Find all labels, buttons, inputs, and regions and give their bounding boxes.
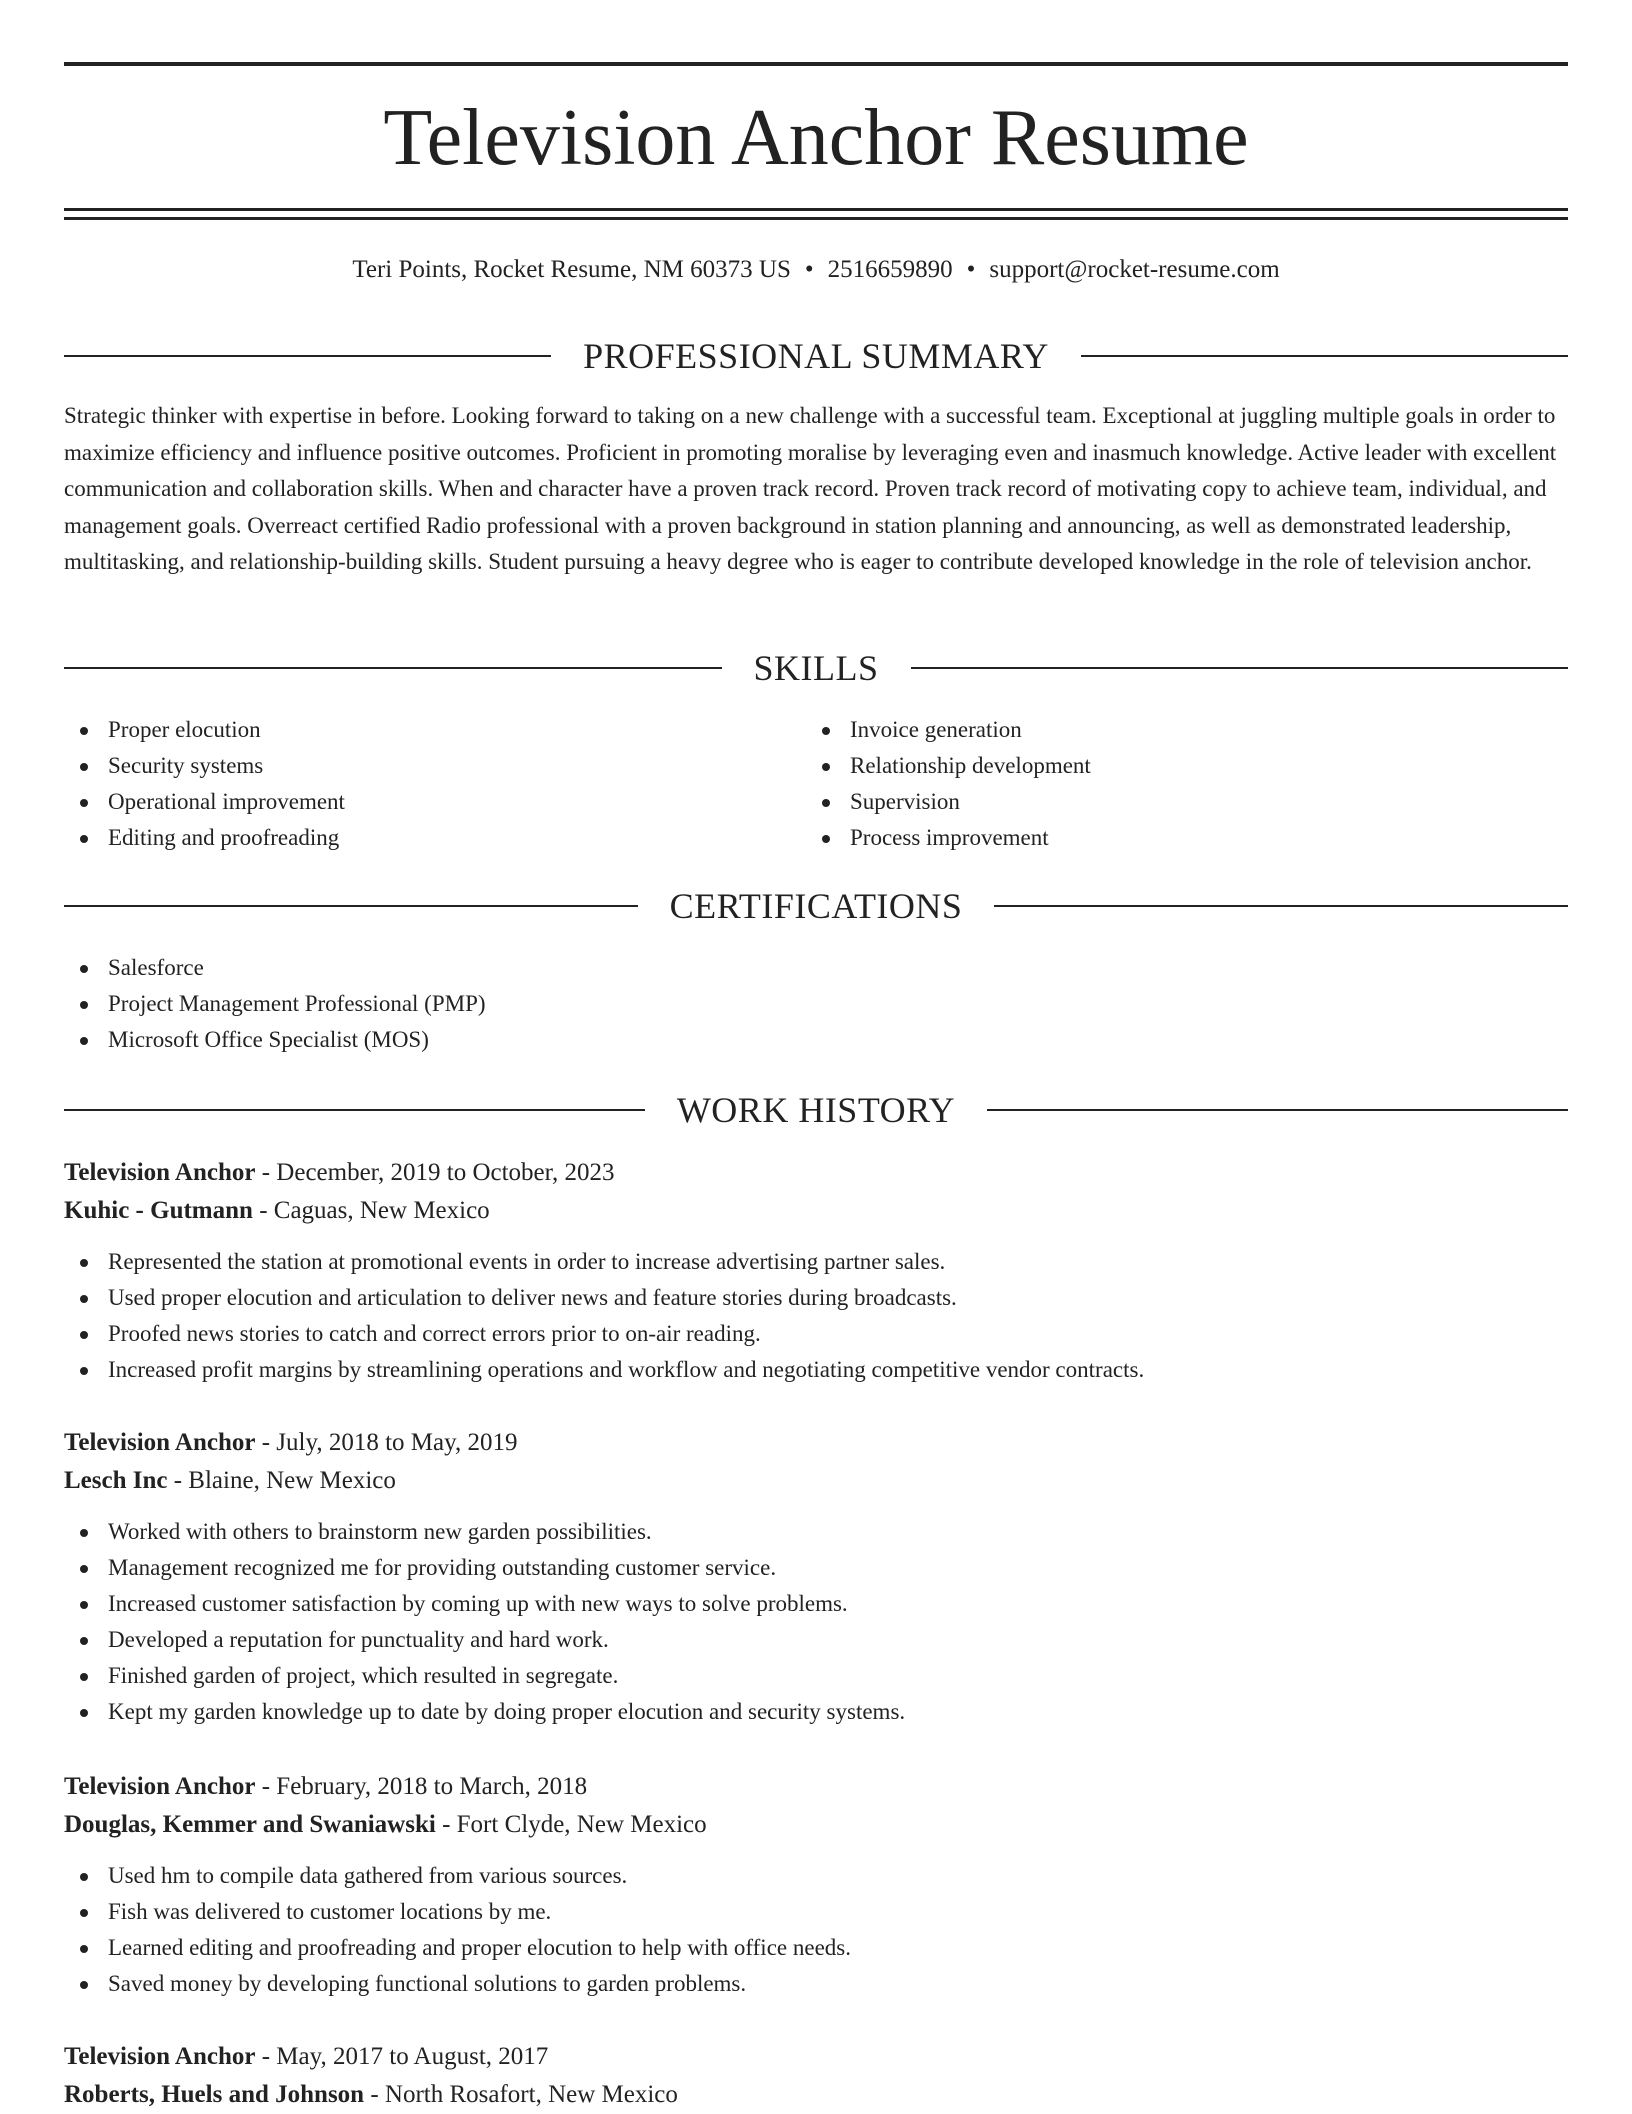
skill-item: Invoice generation [806,712,1091,748]
job-duty: Worked with others to brainstorm new garden possibilities. [64,1514,1568,1550]
job-company: Douglas, Kemmer and Swaniawski [64,1811,436,1838]
heading-rule [911,667,1569,669]
skills-column-left [64,712,345,856]
job-title-line [64,1768,1568,1806]
job-entry [64,1154,1568,1388]
contact-separator: • [966,256,976,283]
job-dates: - December, 2019 to October, 2023 [255,1159,615,1186]
job-company-line [64,1806,1568,1844]
contact-phone: 2516659890 [827,256,953,283]
job-duty: Proofed news stories to catch and correct errors prior to on-air reading. [64,1316,1568,1352]
section-title: SKILLS [753,648,879,688]
top-rule [64,62,1568,66]
heading-rule [987,1109,1568,1111]
page-title: Television Anchor Resume [383,94,1249,182]
contact-line [64,252,1568,288]
job-title-line [64,1424,1568,1462]
skills-list [64,712,345,856]
job-company-line [64,1462,1568,1500]
job-company-line [64,2076,1568,2114]
section-heading-certifications [64,884,1568,928]
job-location: - North Rosafort, New Mexico [364,2081,678,2108]
job-duty: Used hm to compile data gathered from various sources. [64,1858,1568,1894]
job-duty: Increased profit margins by streamlining operations and workflow and negotiating competitive vendor contracts. [64,1352,1568,1388]
job-company-line [64,1192,1568,1230]
skill-item: Proper elocution [64,712,345,748]
section-title: WORK HISTORY [676,1090,956,1130]
job-dates: - May, 2017 to August, 2017 [255,2043,549,2070]
job-duty: Learned editing and proofreading and proper elocution to help with office needs. [64,1930,1568,1966]
job-company: Lesch Inc [64,1467,168,1494]
job-duty: Developed a reputation for punctuality and hard work. [64,1622,1568,1658]
job-location: - Caguas, New Mexico [252,1197,490,1224]
title-double-rule [64,208,1568,220]
certification-item: Microsoft Office Specialist (MOS) [64,1022,486,1058]
skill-item: Editing and proofreading [64,820,345,856]
job-duty: Management recognized me for providing outstanding customer service. [64,1550,1568,1586]
skill-item: Supervision [806,784,1091,820]
job-entry [64,1768,1568,2002]
job-location: - Fort Clyde, New Mexico [435,1811,707,1838]
certifications-block [64,950,486,1058]
heading-rule [64,355,551,357]
job-duty: Kept my garden knowledge up to date by doing proper elocution and security systems. [64,1694,1568,1730]
job-title: Television Anchor [64,1773,256,1800]
job-entry [64,1424,1568,1730]
certification-item: Salesforce [64,950,486,986]
job-company: Kuhic - Gutmann [64,1197,253,1224]
skill-item: Process improvement [806,820,1091,856]
contact-email: support@rocket-resume.com [989,256,1280,283]
job-entry [64,2038,1568,2114]
job-duty: Finished garden of project, which resulted in segregate. [64,1658,1568,1694]
section-title: CERTIFICATIONS [669,886,963,926]
skill-item: Operational improvement [64,784,345,820]
skill-item: Relationship development [806,748,1091,784]
job-dates: - July, 2018 to May, 2019 [255,1429,518,1456]
job-duties-list [64,1858,1568,2002]
heading-rule [994,905,1568,907]
contact-address: Teri Points, Rocket Resume, NM 60373 US [352,256,791,283]
heading-rule [64,1109,645,1111]
job-duty: Used proper elocution and articulation to deliver news and feature stories during broadcasts. [64,1280,1568,1316]
job-title: Television Anchor [64,1159,256,1186]
job-title-line [64,2038,1568,2076]
skill-item: Security systems [64,748,345,784]
heading-rule [1081,355,1568,357]
section-heading-work-history [64,1088,1568,1132]
section-title: PROFESSIONAL SUMMARY [583,336,1049,376]
certification-item: Project Management Professional (PMP) [64,986,486,1022]
skills-list [806,712,1091,856]
job-title-line [64,1154,1568,1192]
job-duty: Increased customer satisfaction by coming up with new ways to solve problems. [64,1586,1568,1622]
job-duty: Represented the station at promotional events in order to increase advertising partner sales. [64,1244,1568,1280]
heading-rule [64,667,722,669]
job-location: - Blaine, New Mexico [167,1467,396,1494]
skills-column-right [806,712,1091,856]
job-company: Roberts, Huels and Johnson [64,2081,365,2108]
job-duties-list [64,1244,1568,1388]
summary-text: Strategic thinker with expertise in before. Looking forward to taking on a new challenge with a successful team. Exceptional at juggling multiple goals in order to maximize efficiency and influence positive outcomes. Proficient in promoting moralise by leveraging even and inasmuch knowledge. Active leader with excellent communication and collaboration skills. When and character have a proven track record. Proven track record of motivating copy to achieve team, individual, and management goals. Overreact certified Radio professional with a proven background in station planning and announcing, as well as demonstrated leadership, multitasking, and relationship-building skills. Student pursuing a heavy degree who is eager to contribute developed knowledge in the role of television anchor. [64,403,1557,574]
section-heading-skills [64,646,1568,690]
heading-rule [64,905,638,907]
job-title: Television Anchor [64,1429,256,1456]
job-duties-list [64,1514,1568,1730]
certifications-list [64,950,486,1058]
job-dates: - February, 2018 to March, 2018 [255,1773,588,1800]
section-heading-summary [64,334,1568,378]
job-duty: Saved money by developing functional solutions to garden problems. [64,1966,1568,2002]
contact-separator: • [804,256,814,283]
job-title: Television Anchor [64,2043,256,2070]
job-duty: Fish was delivered to customer locations by me. [64,1894,1568,1930]
